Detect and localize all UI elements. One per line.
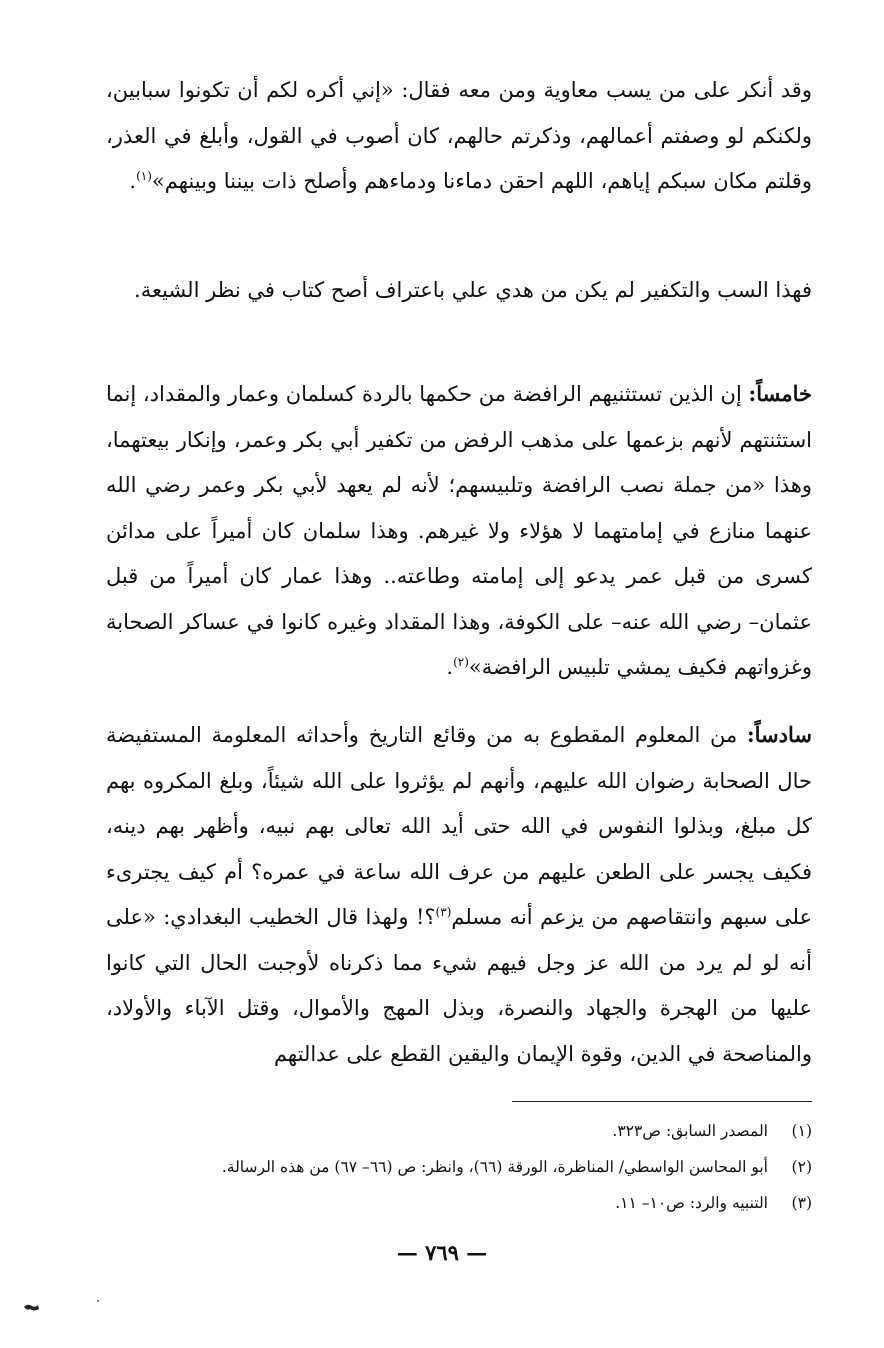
paragraph-conclusion xyxy=(106,268,812,314)
paragraph-text: إن الذين تستثنيهم الرافضة من حكمها بالردة كسلمان وعمار والمقداد، إنما استثنتهم لأنهم بزعمها على مذهب الرفض من تكفير أبي بكر وعمر، وإنكار بيعتهما، وهذا «من جملة نصب الرافضة وتلبيسهم؛ لأنه لم يعهد لأبي بكر وعمر رضي الله عنهما منازع في إمامتهما لا هؤلاء ولا غيرهم. وهذا سلمان كان أميراً على مدائن كسرى من قبل عمر يدعو إلى إمامته وطاعته.. وهذا عمار كان أميراً من قبل عثمان– رضي الله عنه– على الكوفة، وهذا المقداد وغيره كانوا في عساكر الصحابة وغزواتهم فكيف يمشي تلبيس الرافضة» xyxy=(106,382,812,679)
footnote-reference-1: (١) xyxy=(136,169,152,183)
footnote-reference-2: (٢) xyxy=(453,655,469,669)
paragraph-text: من المعلوم المقطوع به من وقائع التاريخ وأحداثه المعلومة المستفيضة حال الصحابة رضوان الله عليهم، وأنهم لم يؤثروا على الله شيئاً، وبلغ المكروه بهم كل مبلغ، وبذلوا النفوس في الله حتى أيد الله تعالى بهم نبيه، وأظهر بهم دينه، فكيف يجسر على الطعن عليهم من عرف الله ساعة في عمره؟ أم كيف يجترىء على سبهم وانتقاصهم من يزعم أنه مسلم xyxy=(106,723,812,929)
paragraph-sixth-point xyxy=(106,712,812,1077)
footnote-number: (٣) xyxy=(791,1194,812,1212)
paragraph-ali-quote xyxy=(106,68,812,205)
paragraph-text: فهذا السب والتكفير لم يكن من هدي علي باعتراف أصح كتاب في نظر الشيعة. xyxy=(134,278,812,302)
paragraph-end-punctuation: . xyxy=(446,655,454,679)
paragraph-lead-fifth: خامساً: xyxy=(748,381,812,406)
paragraph-end-punctuation: . xyxy=(129,169,137,193)
footnote-text: أبو المحاسن الواسطي/ المناظرة، الورقة (٦٦)، وانظر: ص (٦٦– ٦٧) من هذه الرسالة. xyxy=(221,1158,768,1176)
scan-speck xyxy=(97,1300,99,1302)
footnote-item xyxy=(106,1185,812,1221)
footnote-text: التنبيه والرد: ص١٠– ١١. xyxy=(615,1194,768,1212)
paragraph-lead-sixth: سادساً: xyxy=(746,722,812,747)
footnote-number: (٢) xyxy=(791,1158,812,1176)
footnote-number: (١) xyxy=(791,1122,812,1140)
scan-speck xyxy=(24,1305,39,1311)
paragraph-text: وقد أنكر على من يسب معاوية ومن معه فقال: «إني أكره لكم أن تكونوا سبابين، ولكنكم لو وصفتم أعمالهم، وذكرتم حالهم، كان أصوب في القول، وأبلغ في العذر، وقلتم مكان سبكم إياهم، اللهم احقن دماءنا ودماءهم وأصلح ذات بيننا وبينهم» xyxy=(106,78,812,193)
footnote-reference-3: (٣) xyxy=(435,905,452,919)
footnote-separator xyxy=(512,1101,812,1102)
scan-speck-marks xyxy=(22,1297,102,1317)
paragraph-fifth-point xyxy=(106,371,812,691)
footnote-item xyxy=(106,1113,812,1149)
footnote-item xyxy=(106,1149,812,1185)
footnote-text: المصدر السابق: ص٣٢٣. xyxy=(612,1122,768,1140)
page-number: — ٧٦٩ — xyxy=(396,1240,488,1265)
paragraph-continuation: ؟! ولهذا قال الخطيب البغدادي: «على أنه لو لم يرد من الله عز وجل فيهم شيء مما ذكرناه لأوجبت الحال التي كانوا عليها من الهجرة والجهاد والنصرة، وبذل المهج والأموال، وقتل الآباء والأولاد، والمناصحة في الدين، وقوة الإيمان واليقين القطع على عدالتهم xyxy=(106,905,812,1066)
footnotes-list xyxy=(106,1113,812,1221)
